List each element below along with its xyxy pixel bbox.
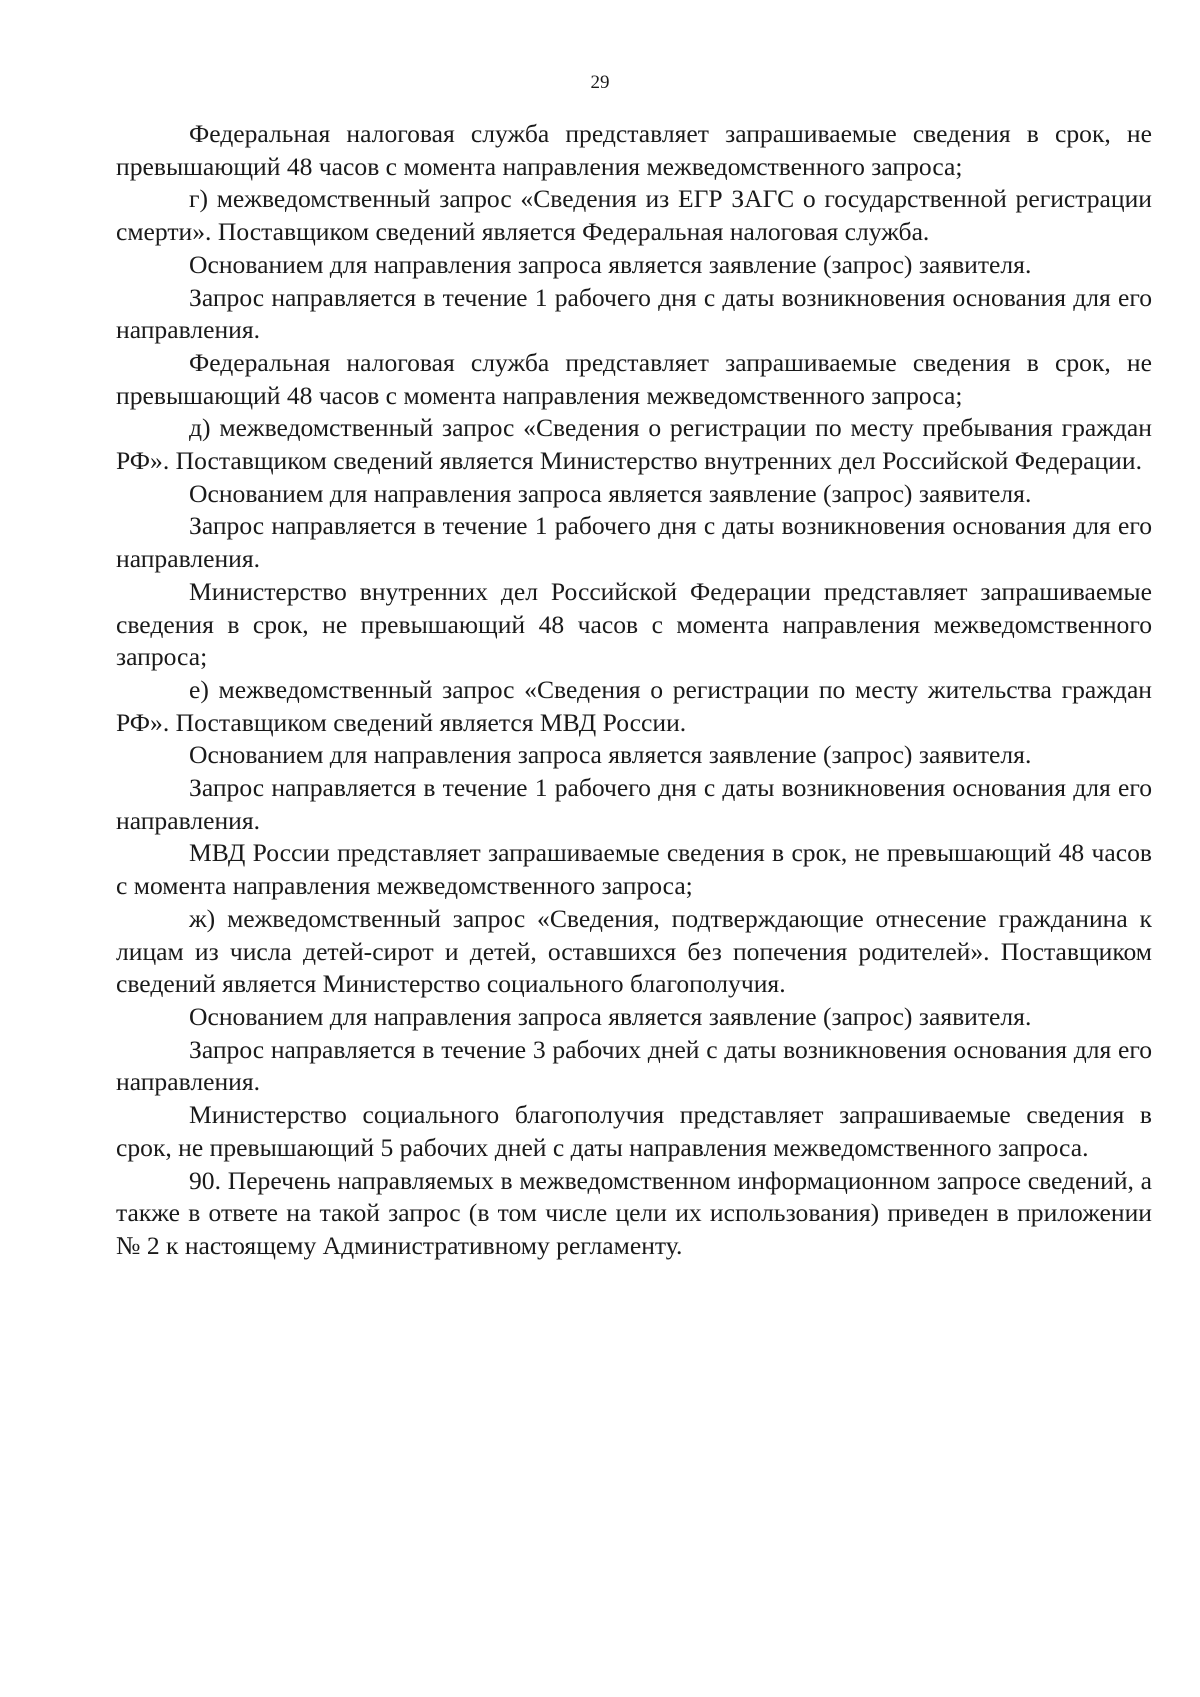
page-number: 29 [590, 72, 610, 93]
paragraph: Запрос направляется в течение 3 рабочих дней с даты возникновения основания для его направления. [116, 1034, 1152, 1097]
paragraph: Основанием для направления запроса является заявление (запрос) заявителя. [189, 478, 1032, 508]
paragraph: ж) межведомственный запрос «Сведения, подтверждающие отнесение гражданина к лицам из числа детей-сирот и детей, оставшихся без попечения родителей». Поставщиком сведений является Министерство социального благополучия. [116, 903, 1152, 999]
paragraph: Федеральная налоговая служба представляет запрашиваемые сведения в срок, не превышающий 48 часов с момента направления межведомственного запроса; [116, 119, 1152, 181]
document-body [116, 118, 1152, 1263]
paragraph: Запрос направляется в течение 1 рабочего дня с даты возникновения основания для его направления. [116, 282, 1152, 345]
paragraph: 90. Перечень направляемых в межведомственном информационном запросе сведений, а также в ответе на такой запрос (в том числе цели их использования) приведен в приложении № 2 к настоящему Административному регламенту. [116, 1165, 1152, 1260]
paragraph: е) межведомственный запрос «Сведения о регистрации по месту жительства граждан РФ». Поставщиком сведений является МВД России. [116, 674, 1152, 737]
paragraph: г) межведомственный запрос «Сведения из ЕГР ЗАГС о государственной регистрации смерти». Поставщиком сведений является Федеральная налоговая служба. [116, 184, 1152, 247]
paragraph: МВД России представляет запрашиваемые сведения в срок, не превышающий 48 часов с момента направления межведомственного запроса; [116, 838, 1152, 901]
paragraph: Основанием для направления запроса является заявление (запрос) заявителя. [189, 1001, 1032, 1031]
paragraph: Основанием для направления запроса является заявление (запрос) заявителя. [189, 249, 1032, 279]
paragraph: Основанием для направления запроса является заявление (запрос) заявителя. [189, 740, 1032, 770]
paragraph: Федеральная налоговая служба представляет запрашиваемые сведения в срок, не превышающий 48 часов с момента направления межведомственного запроса; [116, 347, 1152, 410]
paragraph: Запрос направляется в течение 1 рабочего дня с даты возникновения основания для его направления. [116, 511, 1152, 574]
paragraph: Министерство внутренних дел Российской Федерации представляет запрашиваемые сведения в срок, не превышающий 48 часов с момента направления межведомственного запроса; [116, 576, 1152, 672]
paragraph: д) межведомственный запрос «Сведения о регистрации по месту пребывания граждан РФ». Поставщиком сведений является Министерство внутренних дел Российской Федерации. [116, 413, 1152, 476]
paragraph: Министерство социального благополучия представляет запрашиваемые сведения в срок, не превышающий 5 рабочих дней с даты направления межведомственного запроса. [116, 1100, 1152, 1162]
paragraph: Запрос направляется в течение 1 рабочего дня с даты возникновения основания для его направления. [116, 773, 1152, 835]
